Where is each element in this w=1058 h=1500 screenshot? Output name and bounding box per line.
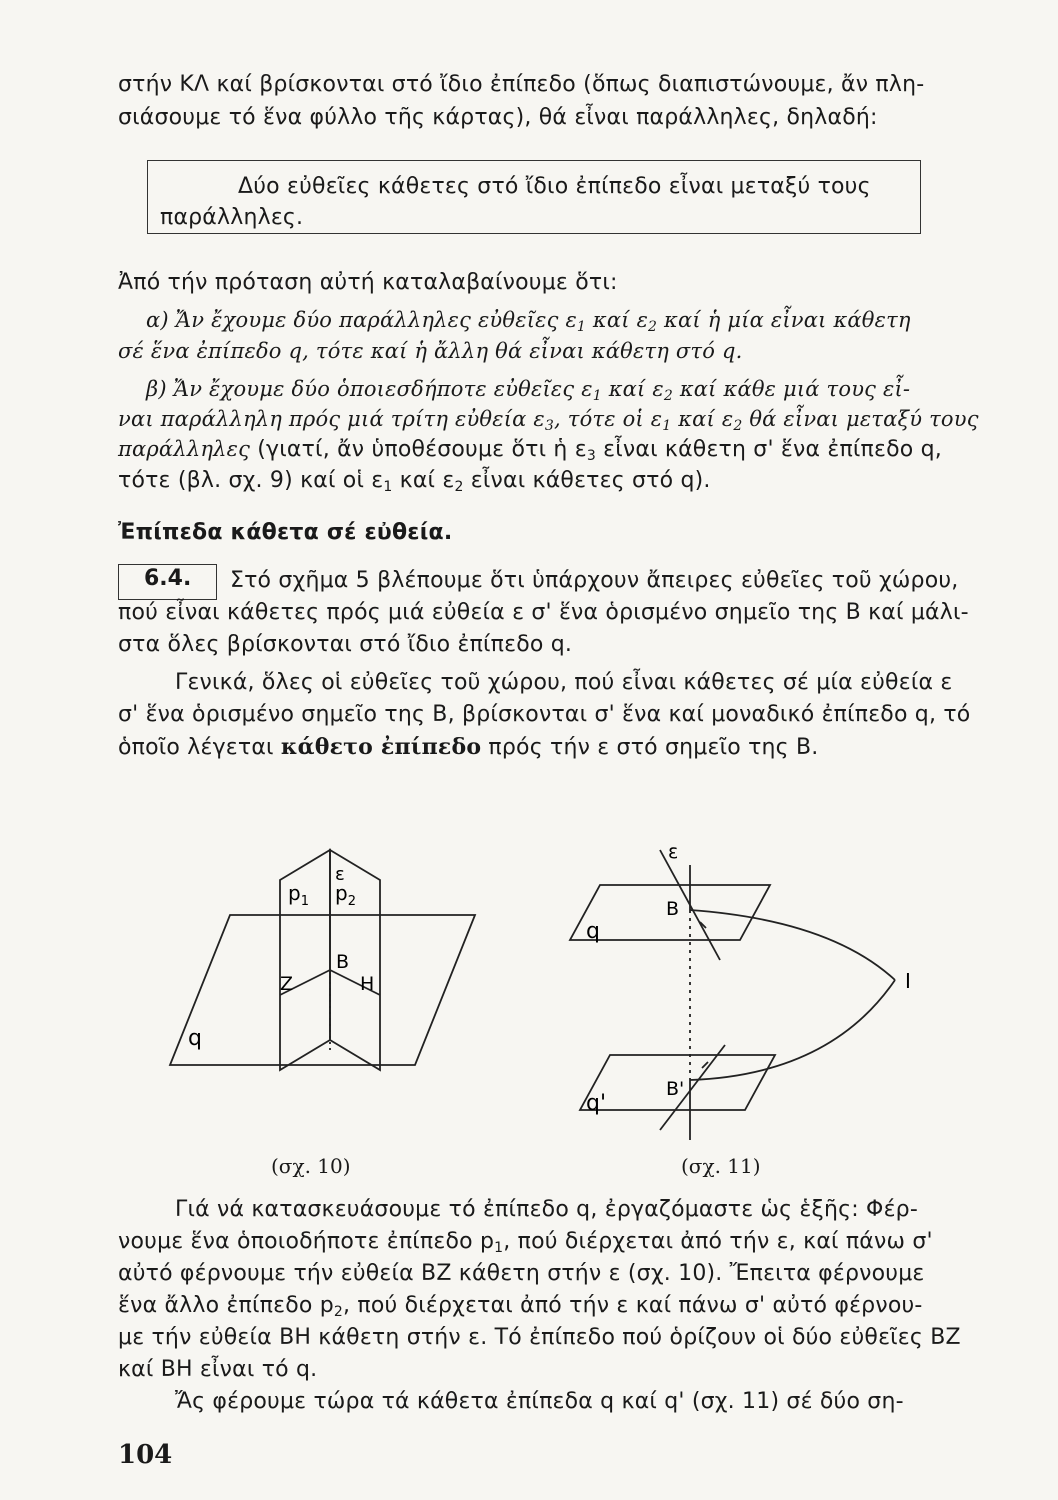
- label-Z: Z: [280, 973, 294, 995]
- text-line: σιάσουμε τό ἕνα φύλλο τῆς κάρτας), θά εἶναι παράλληλες, δηλαδή:: [118, 105, 878, 130]
- caption-fig10: (σχ. 10): [271, 1154, 351, 1178]
- text-line: στήν ΚΛ καί βρίσκονται στό ἴδιο ἐπίπεδο (ὅπως διαπιστώνουμε, ἄν πλη-: [118, 72, 925, 97]
- para3-line: αὐτό φέρνουμε τήν εὐθεία ΒΖ κάθετη στήν ε (σχ. 10). Ἔπειτα φέρνουμε: [118, 1261, 925, 1286]
- item-a-line2: σέ ἕνα ἐπίπεδο q, τότε καί ἡ ἄλλη θά εἶναι κάθετη στό q.: [118, 339, 743, 363]
- label-B-bottom: B': [666, 1078, 685, 1100]
- para2-line3: ὁποῖο λέγεται κάθετο ἐπίπεδο πρός τήν ε στό σημεῖο της Β.: [118, 734, 819, 760]
- item-b-line3: παράλληλες (γιατί, ἄν ὑποθέσουμε ὅτι ἡ $\varepsilon_3$ εἶναι κάθετη σ' ἕνα ἐπίπεδο q,: [118, 437, 942, 464]
- para3-line: με τήν εὐθεία ΒΗ κάθετη στήν ε. Τό ἐπίπεδο πού ὁρίζουν οἱ δύο εὐθεῖες ΒΖ: [118, 1325, 961, 1350]
- section-heading: Ἐπίπεδα κάθετα σέ εὐθεία.: [118, 520, 453, 545]
- label-B: B: [336, 951, 350, 973]
- label-I: I: [905, 969, 911, 993]
- label-eps: ε: [335, 864, 345, 885]
- para2-line: Γενικά, ὅλες οἱ εὐθεῖες τοῦ χώρου, πού εἶναι κάθετες σέ μία εὐθεία ε: [175, 670, 953, 695]
- label-q-top: q: [586, 919, 600, 944]
- consequence-intro: Ἀπό τήν πρόταση αὐτή καταλαβαίνουμε ὅτι:: [118, 270, 618, 295]
- label-q: q: [188, 1026, 202, 1051]
- figure-10: [170, 840, 490, 1080]
- label-p2: $p_2$: [335, 881, 356, 909]
- plane-q-shape: [170, 915, 475, 1065]
- para2-line: σ' ἕνα ὁρισμένο σημεῖο της Β, βρίσκονται σ' ἕνα καί μοναδικό ἐπίπεδο q, τό: [118, 702, 971, 727]
- theorem-line: Δύο εὐθεῖες κάθετες στό ἴδιο ἐπίπεδο εἶναι μεταξύ τους: [238, 174, 871, 199]
- para1-line: στα ὅλες βρίσκονται στό ἴδιο ἐπίπεδο q.: [118, 632, 573, 657]
- theorem-line: παράλληλες.: [160, 205, 304, 230]
- para1-line: Στό σχῆμα 5 βλέπουμε ὅτι ὑπάρχουν ἄπειρες εὐθεῖες τοῦ χώρου,: [230, 568, 959, 593]
- label-eps: ε: [668, 841, 679, 863]
- label-B-top: B: [666, 898, 680, 920]
- label-q-bottom: q': [586, 1091, 607, 1116]
- item-b-line1: β) Ἄν ἔχουμε δύο ὁποιεσδήποτε εὐθεῖες $\varepsilon_1$ καί $\varepsilon_2$ καί κάθε μιά τους εἶ-: [146, 377, 911, 404]
- label-H: H: [360, 973, 375, 995]
- curve-top: [690, 910, 895, 980]
- para1-line: πού εἶναι κάθετες πρός μιά εὐθεία ε σ' ἕνα ὁρισμένο σημεῖο της Β καί μάλι-: [118, 600, 969, 625]
- page-number: 104: [118, 1440, 173, 1470]
- para3-line: Γιά νά κατασκευάσουμε τό ἐπίπεδο q, ἐργαζόμαστε ὡς ἑξῆς: Φέρ-: [175, 1197, 918, 1222]
- para3-line: νουμε ἕνα ὁποιοδήποτε ἐπίπεδο $p_1$, πού διέρχεται ἀπό τήν ε, καί πάνω σ': [118, 1229, 933, 1256]
- para3-line: ἕνα ἄλλο ἐπίπεδο $p_2$, πού διέρχεται ἀπό τήν ε καί πάνω σ' αὐτό φέρνου-: [118, 1293, 923, 1320]
- item-b-line2: ναι παράλληλη πρός μιά τρίτη εὐθεία $\varepsilon_3$, τότε οἱ $\varepsilon_1$ καί $\varepsilon_2$ θά εἶναι μεταξύ τους: [118, 407, 979, 434]
- item-a-line1: α) Ἄν ἔχουμε δύο παράλληλες εὐθεῖες $\varepsilon_1$ καί $\varepsilon_2$ καί ἡ μία εἶναι κάθετη: [146, 308, 911, 335]
- para3-line: Ἄς φέρουμε τώρα τά κάθετα ἐπίπεδα q καί q' (σχ. 11) σέ δύο ση-: [175, 1389, 904, 1414]
- section-number: 6.4.: [144, 566, 192, 591]
- caption-fig11: (σχ. 11): [681, 1154, 761, 1178]
- label-p1: $p_1$: [288, 881, 309, 909]
- para3-line: καί ΒΗ εἶναι τό q.: [118, 1357, 318, 1382]
- curve-bottom: [690, 980, 895, 1080]
- figure-11: [560, 830, 930, 1150]
- item-b-line4: τότε (βλ. σχ. 9) καί οἱ $\varepsilon_1$ καί $\varepsilon_2$ εἶναι κάθετες στό q).: [118, 468, 711, 495]
